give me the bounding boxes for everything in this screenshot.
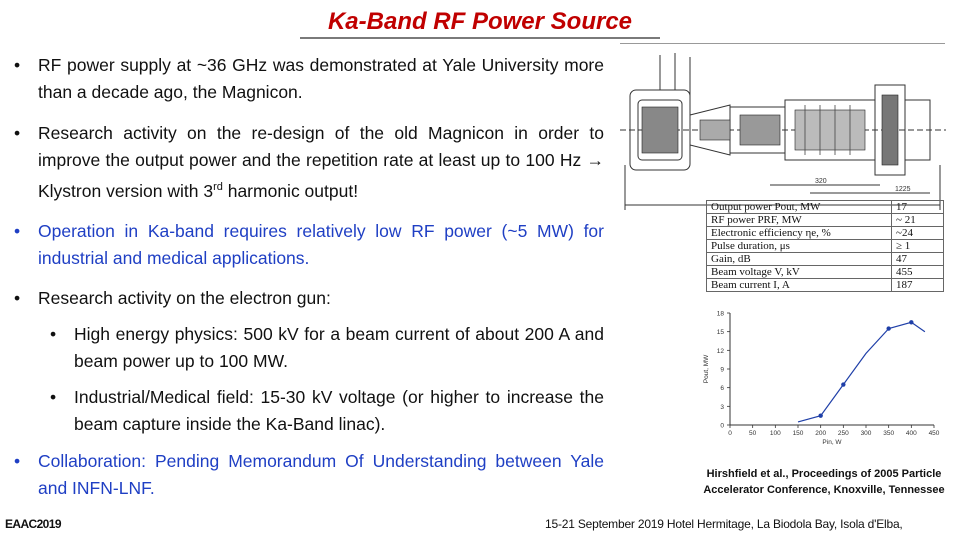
y-tick-label: 6 [720, 385, 724, 393]
x-tick-label: 0 [728, 430, 732, 437]
sub-bullet-industrial [48, 384, 604, 438]
title-underline [300, 37, 660, 39]
spec-value: ≥ 1 [892, 240, 944, 253]
power-curve-chart [698, 305, 948, 445]
bullet-electron-gun [12, 285, 604, 312]
spec-row [707, 214, 944, 227]
bullet-text: Collaboration: Pending Memorandum Of Understanding between Yale and INFN-LNF. [38, 450, 604, 498]
bullet-dot: • [50, 323, 57, 344]
slide-title: Ka-Band RF Power Source [327, 8, 633, 35]
right-arrow-icon: → [586, 150, 604, 170]
dimension-label: 1225 [895, 186, 911, 193]
spec-value: 17 [892, 201, 944, 214]
footer-venue: 15-21 September 2019 Hotel Hermitage, La Biodola Bay, Isola d'Elba, [545, 517, 903, 531]
spec-row [707, 240, 944, 253]
x-tick-label: 300 [860, 430, 872, 437]
spec-value: ~24 [892, 227, 944, 240]
spec-param: Gain, dB [707, 253, 892, 266]
series-line [798, 322, 925, 422]
sub-bullet-hep [48, 321, 604, 375]
citation-line: Hirshfield et al., Proceedings of 2005 Particle [706, 468, 942, 480]
x-tick-label: 350 [883, 430, 895, 437]
spec-value: 455 [892, 266, 944, 279]
spec-row [707, 253, 944, 266]
ordinal-superscript: rd [213, 181, 223, 193]
y-tick-label: 18 [716, 310, 724, 318]
bullet-dot: • [14, 220, 21, 241]
spec-param: Beam voltage V, kV [707, 266, 892, 279]
spec-value: 47 [892, 253, 944, 266]
spec-param: Output power Pout, MW [707, 201, 892, 214]
y-tick-label: 12 [716, 347, 724, 355]
bullet-dot: • [14, 55, 21, 75]
spec-param: Pulse duration, μs [707, 240, 892, 253]
bullet-text-part: Klystron version with 3 [38, 180, 214, 201]
bullet-dot: • [14, 450, 21, 471]
y-tick-label: 3 [720, 403, 724, 411]
bullet-magnicon [12, 52, 604, 106]
x-tick-label: 50 [749, 430, 757, 437]
x-tick-label: 200 [815, 430, 827, 437]
x-axis-label: Pin, W [822, 439, 842, 445]
bullet-text: High energy physics: 500 kV for a beam current of about 200 A and beam power up to 100 MW. [74, 323, 604, 371]
data-point [886, 326, 890, 330]
magnicon-spec-table [706, 200, 944, 292]
x-tick-label: 150 [792, 430, 804, 437]
spec-row [707, 227, 944, 240]
spec-param: Electronic efficiency ηe, % [707, 227, 892, 240]
bullet-dot: • [50, 386, 57, 407]
figure-top-rule [620, 43, 945, 44]
spec-row [707, 279, 944, 292]
citation [690, 466, 958, 498]
bullet-text-part: Research activity on the re-design of the old Magnicon in order to improve the output power and the repetition rate at least up to 100 Hz [38, 123, 604, 170]
data-point [909, 320, 913, 324]
dimension-label: 320 [815, 178, 827, 185]
y-tick-label: 15 [716, 329, 724, 337]
magnicon-cross-section-drawing [620, 45, 946, 213]
conference-logo-text: EAAC2019 [5, 517, 61, 531]
y-tick-label: 9 [720, 366, 724, 374]
spec-row [707, 201, 944, 214]
spec-param: RF power PRF, MW [707, 214, 892, 227]
bullet-dot: • [14, 123, 21, 143]
bullet-collaboration [12, 448, 604, 502]
y-tick-label: 0 [720, 422, 724, 430]
x-tick-label: 250 [837, 430, 849, 437]
bullet-ka-band [12, 218, 604, 272]
bullet-text: Industrial/Medical field: 15-30 kV voltage (or higher to increase the beam capture inside the Ka-Band linac). [74, 386, 604, 434]
bullet-redesign [12, 120, 604, 205]
data-point [818, 413, 822, 417]
data-point [841, 382, 845, 386]
spec-value: ~ 21 [892, 214, 944, 227]
bullet-dot: • [14, 287, 21, 308]
spec-param: Beam current I, A [707, 279, 892, 292]
bullet-text: RF power supply at ~36 GHz was demonstrated at Yale University more than a decade ago, the Magnicon. [38, 55, 604, 102]
y-axis-label: Pout, MW [703, 354, 710, 384]
citation-line: Accelerator Conference, Knoxville, Tennessee [703, 484, 945, 496]
bullet-list [12, 52, 604, 515]
bullet-text: Research activity on the electron gun: [38, 287, 331, 308]
spec-value: 187 [892, 279, 944, 292]
bullet-text-part: harmonic output! [222, 180, 359, 201]
x-tick-label: 450 [928, 430, 940, 437]
x-tick-label: 400 [905, 430, 917, 437]
spec-row [707, 266, 944, 279]
x-tick-label: 100 [769, 430, 781, 437]
bullet-text: Operation in Ka-band requires relatively low RF power (~5 MW) for industrial and medical applications. [38, 220, 604, 268]
